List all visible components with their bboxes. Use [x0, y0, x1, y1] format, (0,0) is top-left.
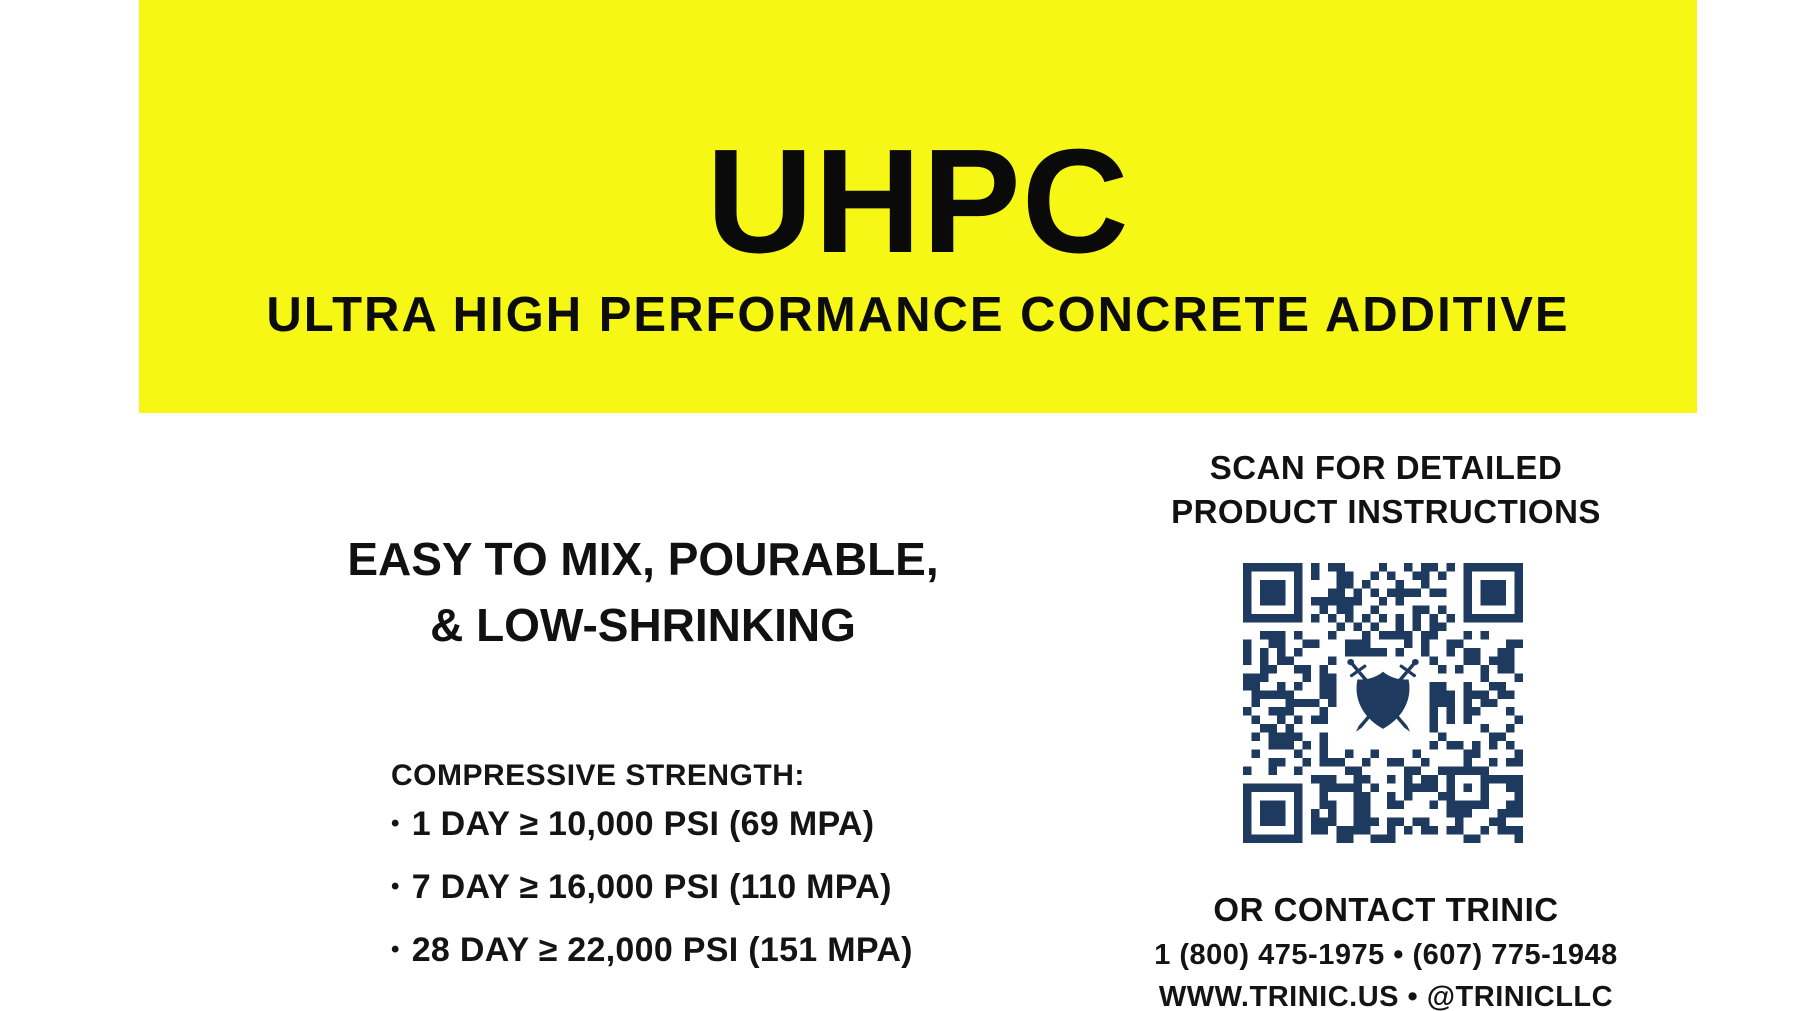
scan-line-1: SCAN FOR DETAILED: [1209, 449, 1563, 486]
qr-code: [1243, 563, 1523, 843]
scan-instructions: [1086, 446, 1686, 534]
bullet-icon: •: [391, 810, 400, 837]
list-item-text: 1 DAY ≥ 10,000 PSI (69 MPA): [411, 805, 875, 843]
strength-heading: COMPRESSIVE STRENGTH:: [391, 759, 805, 792]
headline-line-2: & LOW-SHRINKING: [430, 599, 856, 651]
phone-numbers: 1 (800) 475-1975 • (607) 775-1948: [1154, 939, 1618, 971]
contact-heading: OR CONTACT TRINIC: [1213, 891, 1559, 928]
page-title: UHPC: [706, 119, 1130, 284]
page-subtitle: ULTRA HIGH PERFORMANCE CONCRETE ADDITIVE: [266, 288, 1570, 342]
shield-swords-icon: [1333, 645, 1433, 755]
list-item: [391, 870, 991, 904]
headline-line-1: EASY TO MIX, POURABLE,: [347, 533, 939, 585]
bullet-icon: •: [391, 873, 400, 900]
banner: [139, 0, 1697, 413]
list-item: [391, 807, 991, 841]
website-social: WWW.TRINIC.US • @TRINICLLC: [1158, 981, 1614, 1011]
list-item: [391, 933, 991, 967]
scan-line-2: PRODUCT INSTRUCTIONS: [1171, 493, 1601, 530]
headline: [283, 526, 1003, 658]
list-item-text: 7 DAY ≥ 16,000 PSI (110 MPA): [411, 868, 892, 906]
strength-list: [391, 807, 991, 967]
bullet-icon: •: [391, 936, 400, 963]
list-item-text: 28 DAY ≥ 22,000 PSI (151 MPA): [411, 931, 913, 969]
compressive-strength-section: [391, 758, 991, 996]
